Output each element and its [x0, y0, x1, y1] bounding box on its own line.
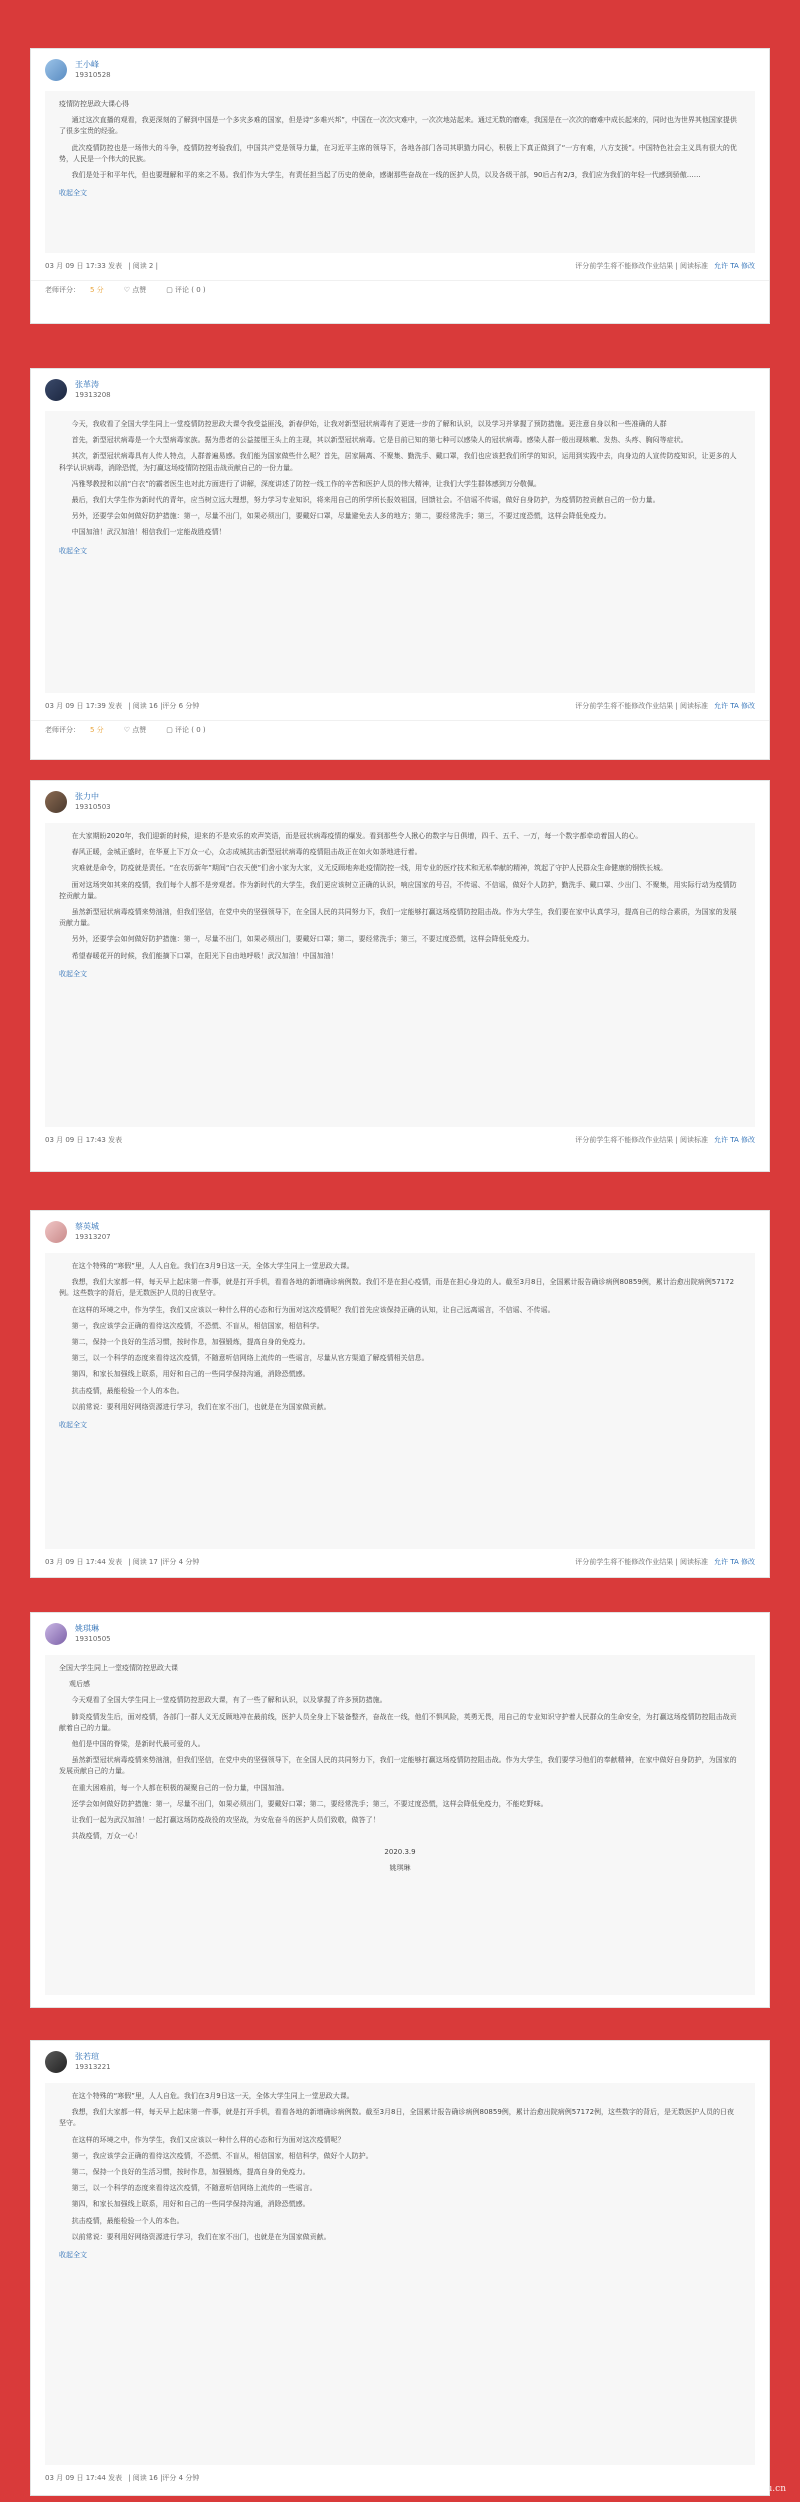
author-name[interactable]: 张革涛	[75, 380, 99, 390]
post-card	[30, 1612, 770, 2008]
author-name[interactable]: 王小峰	[75, 60, 99, 70]
allow-edit-link[interactable]: 允许 TA 修改	[714, 702, 755, 710]
avatar[interactable]	[45, 1623, 67, 1645]
post-date-sign: 2020.3.9	[384, 1848, 416, 1857]
post-paragraph: 第一，我应该学会正确的看待这次疫情，不恐慌、不盲从，相信国家，相信科学，做好个人防护。	[71, 2151, 373, 2160]
grading-note: 评分前学生将不能修改作业结果 | 阅读标准	[575, 262, 709, 270]
post-paragraph: 在这个特殊的“寒假”里，人人自危。我们在3月9日这一天，全体大学生同上一堂思政大课。	[71, 2092, 354, 2100]
collapse-link[interactable]: 收起全文	[59, 1420, 87, 1429]
collapse-link[interactable]: 收起全文	[59, 2250, 87, 2259]
post-paragraph: 今天，我收看了全国大学生同上一堂疫情防控思政大课令我受益匪浅，新春伊始，让我对新型冠状病毒有了更进一步的了解和认识，以及学习并掌握了预防措施。更注意自身以和一些准确的人群	[71, 420, 667, 428]
post-paragraph: 肺炎疫情发生后，面对疫情，各部门一群人义无反顾地冲在最前线，医护人员全身上下装备整齐，奋战在一线，他们不惧风险，英勇无畏，用自己的专业知识守护着人民群众的生命安全，为打赢这场疫情防控阻击战贡献着自己的力量。	[59, 1712, 737, 1732]
post-date: 03 月 09 日 17:44 发表	[45, 2474, 123, 2482]
post-paragraph: 另外，还要学会如何做好防护措施：第一，尽量不出门，如果必须出门，要戴好口罩；第二，要经常洗手；第三，不要过度恐慌，这样会降低免疫力。	[71, 935, 534, 944]
avatar[interactable]	[45, 791, 67, 813]
post-date: 03 月 09 日 17:44 发表	[45, 1558, 123, 1566]
avatar[interactable]	[45, 2051, 67, 2073]
post-paragraph: 全国大学生同上一堂疫情防控思政大课	[59, 1664, 178, 1672]
post-date: 03 月 09 日 17:43 发表	[45, 1136, 123, 1144]
post-meta: | 阅读 17 |评分 4 分钟	[128, 1558, 200, 1566]
post-paragraph: 中国加油！武汉加油！相信我们一定能战胜疫情！	[71, 528, 226, 537]
post-header	[31, 1613, 769, 1651]
author-name[interactable]: 蔡英城	[75, 1222, 99, 1232]
post-paragraph: 灾难就是命令，防疫就是责任。“在农历新年”期间“白衣天使”们舍小家为大家，义无反顾地奔赴疫情防控一线，用专业的医疗技术和无私奉献的精神，筑起了守护人民群众生命健康的钢铁长城。	[71, 864, 668, 873]
allow-edit-link[interactable]: 允许 TA 修改	[714, 262, 755, 270]
post-paragraph: 还学会如何做好防护措施：第一，尽量不出门，如果必须出门，要戴好口罩；第二，要经常洗手；第三，不要过度恐慌，这样会降低免疫力，不能吃野味。	[71, 1799, 548, 1808]
post-card	[30, 1210, 770, 1578]
post-paragraph: 共战疫情，万众一心！	[71, 1832, 142, 1841]
collapse-link[interactable]: 收起全文	[59, 189, 87, 198]
post-header	[31, 781, 769, 819]
score-value: 5 分	[90, 286, 104, 295]
post-card	[30, 48, 770, 324]
post-date: 03 月 09 日 17:33 发表	[45, 262, 123, 270]
post-paragraph: 在这个特殊的“寒假”里，人人自危。我们在3月9日这一天，全体大学生同上一堂思政大课。	[71, 1262, 354, 1270]
post-paragraph: 他们是中国的脊梁，是新时代最可爱的人。	[71, 1739, 205, 1748]
post-paragraph: 我们是处于和平年代，但也要理解和平的来之不易。我们作为大学生，有责任担当起了历史的使命，感谢那些奋战在一线的医护人员，以及各级干部，90后占有2/3，我们应为我们的年轻一代感到骄傲……	[71, 170, 701, 179]
post-paragraph: 另外，还要学会如何做好防护措施：第一，尽量不出门，如果必须出门，要戴好口罩，尽量避免去人多的地方；第二，要经常洗手；第三，不要过度恐慌，这样会降低免疫力。	[71, 512, 611, 521]
post-footer	[31, 257, 769, 280]
site-watermark: www.gipc.edu.cn	[708, 2483, 786, 2494]
post-footer	[31, 697, 769, 720]
post-paragraph: 首先，新型冠状病毒是一个大型病毒家族。据为患者的公益接厘王头上的主现，其以新型冠状病毒。它是目前已知的第七种可以感染人的冠状病毒。感染人群一般出现咳嗽、发热、头疼、胸闷等症状。	[71, 436, 688, 445]
collapse-link[interactable]: 收起全文	[59, 969, 87, 978]
avatar[interactable]	[45, 59, 67, 81]
grading-note: 评分前学生将不能修改作业结果 | 阅读标准	[575, 1558, 709, 1566]
post-paragraph: 第一，我应该学会正确的看待这次疫情，不恐慌、不盲从，相信国家，相信科学。	[71, 1321, 324, 1330]
post-paragraph: 第三，以一个科学的态度来看待这次疫情，不随意听信网络上流传的一些谣言，尽量从官方渠道了解疫情相关信息。	[71, 1354, 429, 1363]
post-paragraph: 让我们一起为武汉加油！一起打赢这场防疫战役的攻坚战，为安危奋斗的医护人员们致敬，做答了！	[71, 1815, 380, 1824]
post-date: 03 月 09 日 17:39 发表	[45, 702, 123, 710]
student-id: 19310528	[75, 70, 111, 79]
post-paragraph: 在这样的环境之中，作为学生，我们又应该以一种什么样的心态和行为面对这次疫情呢？	[71, 2135, 345, 2144]
author-name[interactable]: 张力中	[75, 792, 99, 802]
post-paragraph: 冯雅琴教授和以前“白衣”的霸者医生也对此方面进行了讲解，深度讲述了防控一线工作的辛苦和医护人员的伟大精神，让我们大学生群体感到万分敬佩。	[71, 479, 541, 488]
score-bar	[31, 280, 769, 306]
post-header	[31, 2041, 769, 2079]
post-body	[45, 411, 755, 693]
post-paragraph: 第二，保持一个良好的生活习惯，按时作息，加强锻炼，提高自身的免疫力。	[71, 1337, 310, 1346]
post-paragraph: 抗击疫情，最能检验一个人的本色。	[71, 2216, 184, 2225]
post-body	[45, 1655, 755, 1995]
post-paragraph: 我想，我们大家都一样，每天早上起床第一件事，就是打开手机，看看各地的新增确诊病例数。我们不是在担心疫情，而是在担心身边的人。截至3月8日，全国累计报告确诊病例80859例，累计治愈出院病例57172例。这些数字的背后，是无数医护人员的日夜坚守。	[59, 1278, 735, 1298]
grading-note: 评分前学生将不能修改作业结果 | 阅读标准	[575, 702, 709, 710]
post-paragraph: 在大家期盼2020年，我们迎新的时候，迎来的不是欢乐的欢声笑语，而是冠状病毒疫情的爆发。看到那些令人揪心的数字与日俱增，四千、五千、一万，每一个数字都牵动着国人的心。	[71, 832, 643, 840]
post-paragraph: 我想，我们大家都一样，每天早上起床第一件事，就是打开手机，看看各地的新增确诊病例数。截至3月8日，全国累计报告确诊病例80859例，累计治愈出院病例57172例，这些数字的背后，是无数医护人员的日夜坚守。	[59, 2108, 735, 2128]
student-id: 19313208	[75, 390, 111, 399]
post-paragraph: 第四，和家长加强线上联系，用好和自己的一些同学保持沟通，消除恐慌感。	[71, 1370, 310, 1379]
author-name[interactable]: 张若瑄	[75, 2052, 99, 2062]
post-body	[45, 1253, 755, 1549]
post-paragraph: 其次，新型冠状病毒具有人传人特点，人群普遍易感。我们能为国家做些什么呢？首先，居家隔离、不聚集、勤洗手、戴口罩，我们也应该把我们所学的知识，运用到实践中去，向身边的人宣传防疫知识，让更多的人科学认识病毒，消除恐慌，为打赢这场疫情防控阻击战贡献自己的一份力量。	[59, 452, 737, 472]
collapse-link[interactable]: 收起全文	[59, 546, 87, 555]
post-meta: | 阅读 16 |评分 4 分钟	[128, 2474, 200, 2482]
post-paragraph: 以前常说：要利用好网络资源进行学习，我们在家不出门，也就是在为国家做贡献。	[71, 1402, 331, 1411]
teacher-score-label: 老师评分： 5 分	[45, 286, 104, 295]
post-paragraph: 第四，和家长加强线上联系，用好和自己的一些同学保持沟通，消除恐慌感。	[71, 2200, 310, 2209]
student-id: 19310505	[75, 1634, 111, 1643]
post-body	[45, 2083, 755, 2465]
post-footer	[31, 1553, 769, 1576]
post-paragraph: 第三，以一个科学的态度来看待这次疫情，不随意听信网络上流传的一些谣言。	[71, 2184, 317, 2193]
post-paragraph: 面对这场突如其来的疫情，我们每个人都不是旁观者。作为新时代的大学生，我们更应该树立正确的认识，响应国家的号召，不传谣、不信谣，做好个人防护，勤洗手、戴口罩、少出门、不聚集，用实际行动为疫情防控贡献力量。	[59, 880, 737, 900]
post-paragraph: 春风正暖，金城正盛时，在华夏上下万众一心，众志成城抗击新型冠状病毒的疫情阻击战正在如火如荼地进行着。	[71, 848, 422, 857]
like-button[interactable]: ♡ 点赞	[123, 726, 147, 735]
student-id: 19313207	[75, 1232, 111, 1241]
post-paragraph: 抗击疫情，最能检验一个人的本色。	[71, 1386, 184, 1395]
post-paragraph: 观后感	[69, 1680, 90, 1689]
post-paragraph: 第二，保持一个良好的生活习惯，按时作息，加强锻炼，提高自身的免疫力。	[71, 2167, 310, 2176]
comment-button[interactable]: ▢ 评论 ( 0 )	[166, 286, 206, 295]
post-card	[30, 780, 770, 1172]
post-paragraph: 在重大困难前，每一个人都在积极的凝聚自己的一份力量，中国加油。	[71, 1783, 289, 1792]
post-paragraph: 希望春暖花开的时候，我们能摘下口罩，在阳光下自由地呼吸！武汉加油！中国加油！	[71, 951, 338, 960]
grading-note: 评分前学生将不能修改作业结果 | 阅读标准	[575, 1136, 709, 1144]
post-paragraph: 通过这次直播的观看，我更深刻的了解到中国是一个多灾多难的国家，但是诗“多难兴邦”，中国在一次次灾难中，一次次地站起来。通过无数的磨难，我国是在一次次的磨难中成长起来的，同时也为世界其他国家提供了很多宝贵的经验。	[59, 116, 737, 136]
post-paragraph: 疫情防控思政大课心得	[59, 100, 129, 108]
post-body	[45, 91, 755, 253]
avatar[interactable]	[45, 1221, 67, 1243]
allow-edit-link[interactable]: 允许 TA 修改	[714, 1558, 755, 1566]
teacher-score-label: 老师评分： 5 分	[45, 726, 104, 735]
post-footer	[31, 2469, 769, 2492]
post-body	[45, 823, 755, 1127]
score-bar	[31, 720, 769, 746]
comment-button[interactable]: ▢ 评论 ( 0 )	[166, 726, 206, 735]
post-header	[31, 369, 769, 407]
post-paragraph: 此次疫情防控也是一场伟大的斗争，疫情防控考验我们，中国共产党是领导力量，在习近平主席的领导下，各地各部门各司其职勠力同心，积极上下真正做到了“一方有难，八方支援”。中国特色社会主义具有很大的优势，人民是一个伟大的民族。	[59, 143, 737, 163]
author-name[interactable]: 姚琪琳	[75, 1624, 99, 1634]
post-paragraph: 在这样的环境之中，作为学生，我们又应该以一种什么样的心态和行为面对这次疫情呢？我们首先应该保持正确的认知，让自己远离谣言，不信谣、不传谣。	[71, 1305, 555, 1314]
post-meta: | 阅读 16 |评分 6 分钟	[128, 702, 200, 710]
post-footer	[31, 1131, 769, 1154]
post-paragraph: 虽然新型冠状病毒疫情来势汹汹，但我们坚信，在党中央的坚强领导下，在全国人民的共同努力下，我们一定能够打赢这场疫情防控阻击战。作为大学生，我们要在家中认真学习，提高自己的综合素质，为国家的发展贡献力量。	[59, 907, 737, 928]
post-header	[31, 1211, 769, 1249]
post-card	[30, 368, 770, 760]
score-value: 5 分	[90, 726, 104, 735]
avatar[interactable]	[45, 379, 67, 401]
post-header	[31, 49, 769, 87]
post-paragraph: 最后，我们大学生作为新时代的青年，应当树立远大理想，努力学习专业知识，将来用自己的所学所长报效祖国，回馈社会。不信谣不传谣，做好自身防护，为疫情防控贡献自己的一份力量。	[71, 495, 660, 504]
post-paragraph: 今天观看了全国大学生同上一堂疫情防控思政大课，有了一些了解和认识，以及掌握了许多预防措施。	[71, 1696, 387, 1705]
post-card	[30, 2040, 770, 2496]
student-id: 19313221	[75, 2062, 111, 2071]
student-id: 19310503	[75, 802, 111, 811]
post-paragraph: 虽然新型冠状病毒疫情来势汹汹，但我们坚信，在党中央的坚强领导下，在全国人民的共同努力下，我们一定能够打赢这场疫情防控阻击战。作为大学生，我们要学习他们的奉献精神，在家中做好自身防护，为国家的发展贡献自己的力量。	[59, 1756, 737, 1776]
post-meta: | 阅读 2 |	[128, 262, 158, 270]
post-paragraph: 以前常说：要利用好网络资源进行学习，我们在家不出门，也就是在为国家做贡献。	[71, 2232, 331, 2241]
allow-edit-link[interactable]: 允许 TA 修改	[714, 1136, 755, 1144]
like-button[interactable]: ♡ 点赞	[123, 286, 147, 295]
post-signature: 姚琪琳	[389, 1864, 411, 1873]
